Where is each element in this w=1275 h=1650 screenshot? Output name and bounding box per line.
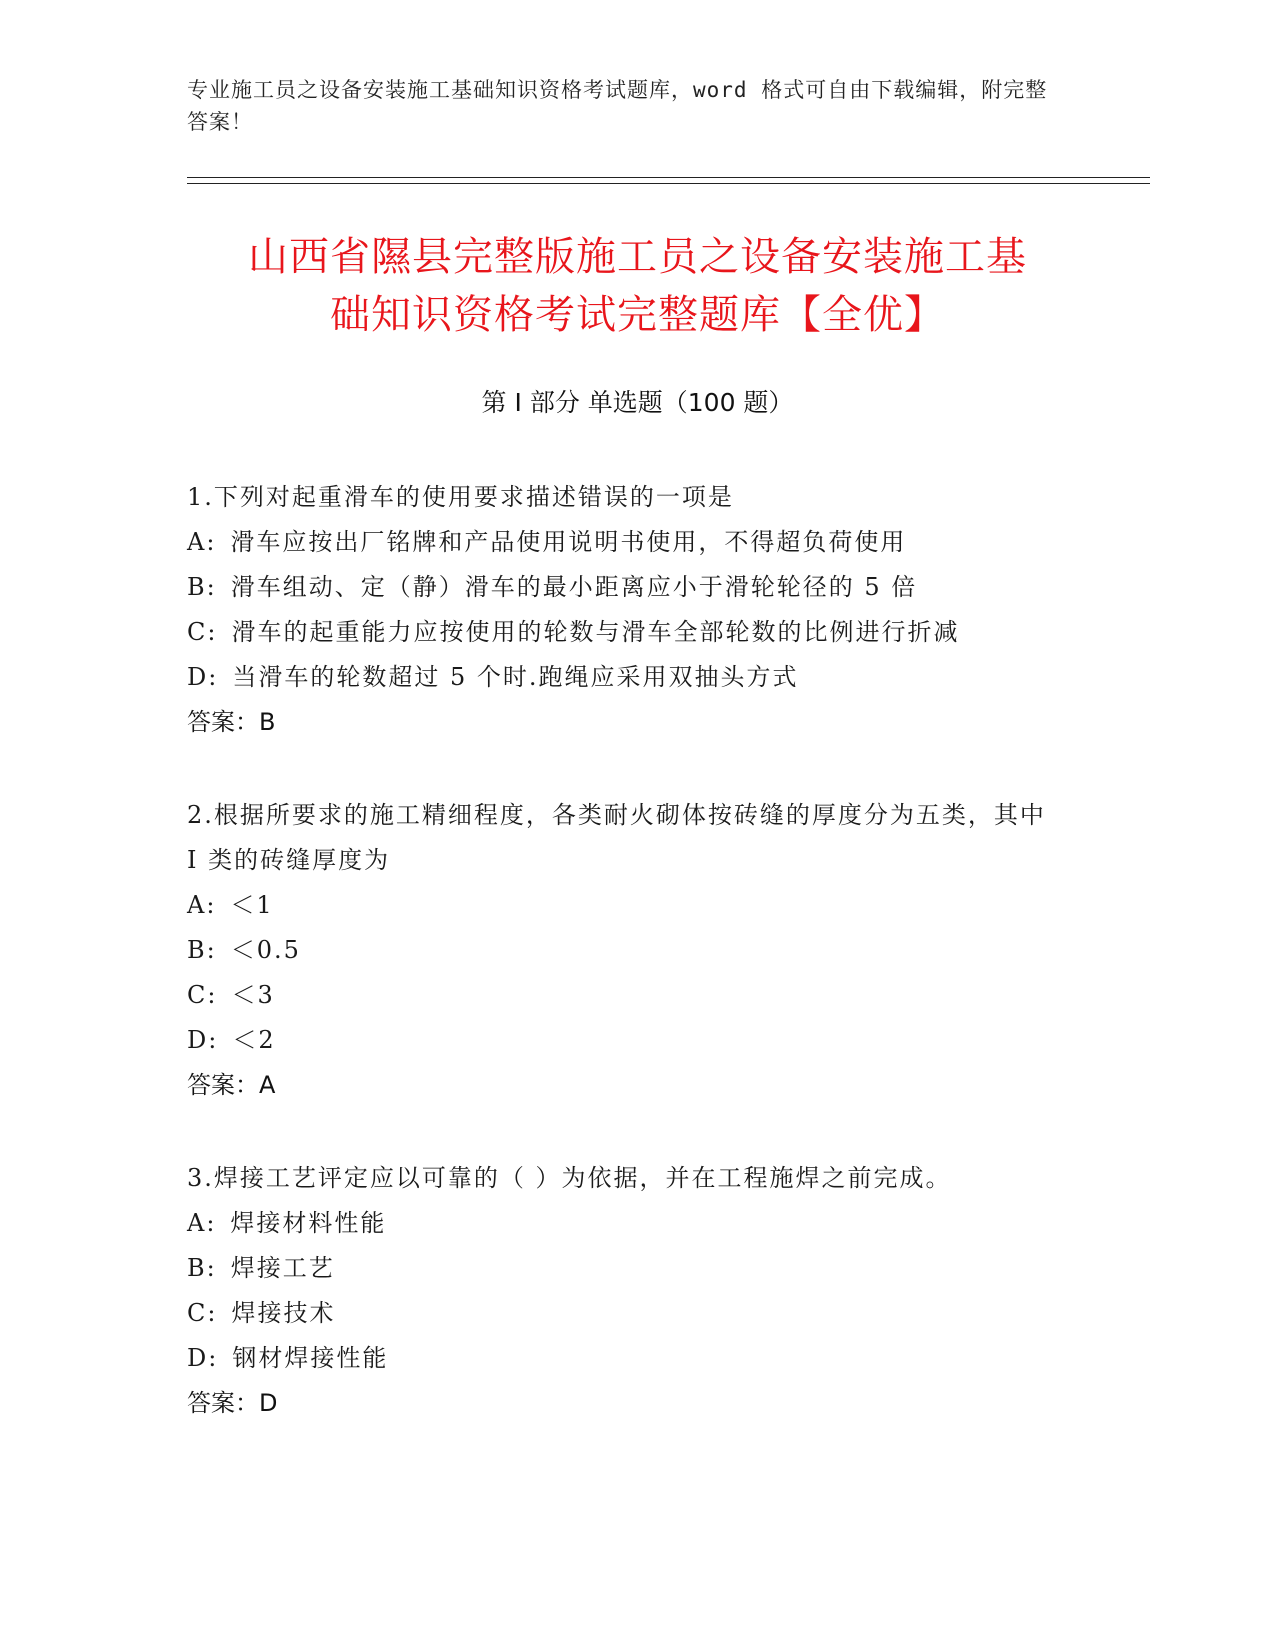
option-b: [187, 928, 1087, 973]
title-line-1: 山西省隰县完整版施工员之设备安装施工基: [248, 234, 1027, 280]
option-d: [187, 655, 1087, 700]
option-text: ＜2: [232, 1026, 276, 1054]
question-item: [187, 475, 1087, 745]
option-text: 当滑车的轮数超过 5 个时.跑绳应采用双抽头方式: [232, 663, 799, 691]
question-text: 3.焊接工艺评定应以可靠的（ ）为依据，并在工程施焊之前完成。: [187, 1164, 952, 1192]
title-line-2: 础知识资格考试完整题库【全优】: [330, 292, 945, 338]
question-item: [187, 793, 1087, 1108]
option-text: 焊接材料性能: [230, 1209, 387, 1237]
answer-text: 答案：A: [187, 1071, 276, 1099]
option-key: A:: [187, 528, 217, 556]
option-a: [187, 1201, 1087, 1246]
option-text: ＜3: [231, 981, 275, 1009]
option-key: C:: [187, 981, 218, 1009]
option-key: A:: [187, 1209, 217, 1237]
option-key: B:: [187, 936, 217, 964]
option-key: A:: [187, 891, 217, 919]
option-text: 焊接工艺: [230, 1254, 335, 1282]
option-b: [187, 1246, 1087, 1291]
option-text: 滑车应按出厂铭牌和产品使用说明书使用，不得超负荷使用: [230, 528, 907, 556]
question-item: [187, 1156, 1087, 1426]
option-text: ＜1: [230, 891, 274, 919]
question-text: 2.根据所要求的施工精细程度，各类耐火砌体按砖缝的厚度分为五类，其中 I 类的砖缝厚度为: [187, 801, 1046, 874]
option-text: 滑车的起重能力应按使用的轮数与滑车全部轮数的比例进行折减: [231, 618, 960, 646]
option-key: D:: [187, 663, 219, 691]
option-d: [187, 1018, 1087, 1063]
header-note: 专业施工员之设备安装施工基础知识资格考试题库，word 格式可自由下载编辑，附完整答案！: [187, 78, 1048, 134]
option-key: C:: [187, 1299, 218, 1327]
option-text: ＜0.5: [230, 936, 301, 964]
option-key: D:: [187, 1344, 219, 1372]
option-key: D:: [187, 1026, 219, 1054]
option-text: 钢材焊接性能: [232, 1344, 389, 1372]
answer-text: 答案：B: [187, 708, 276, 736]
option-c: [187, 973, 1087, 1018]
option-c: [187, 610, 1087, 655]
answer-text: 答案：D: [187, 1389, 278, 1417]
section-heading: 第 I 部分 单选题（100 题）: [481, 388, 794, 417]
option-key: B:: [187, 573, 217, 601]
option-b: [187, 565, 1087, 610]
option-key: B:: [187, 1254, 217, 1282]
option-a: [187, 883, 1087, 928]
option-text: 焊接技术: [231, 1299, 336, 1327]
option-key: C:: [187, 618, 218, 646]
header-rule-top: [187, 177, 1150, 178]
document-title: [150, 228, 1125, 344]
question-list: [187, 475, 1087, 1474]
option-a: [187, 520, 1087, 565]
question-text: 1.下列对起重滑车的使用要求描述错误的一项是: [187, 483, 734, 511]
option-d: [187, 1336, 1087, 1381]
option-c: [187, 1291, 1087, 1336]
header-rule-bottom: [187, 183, 1150, 184]
option-text: 滑车组动、定（静）滑车的最小距离应小于滑轮轮径的 5 倍: [230, 573, 918, 601]
